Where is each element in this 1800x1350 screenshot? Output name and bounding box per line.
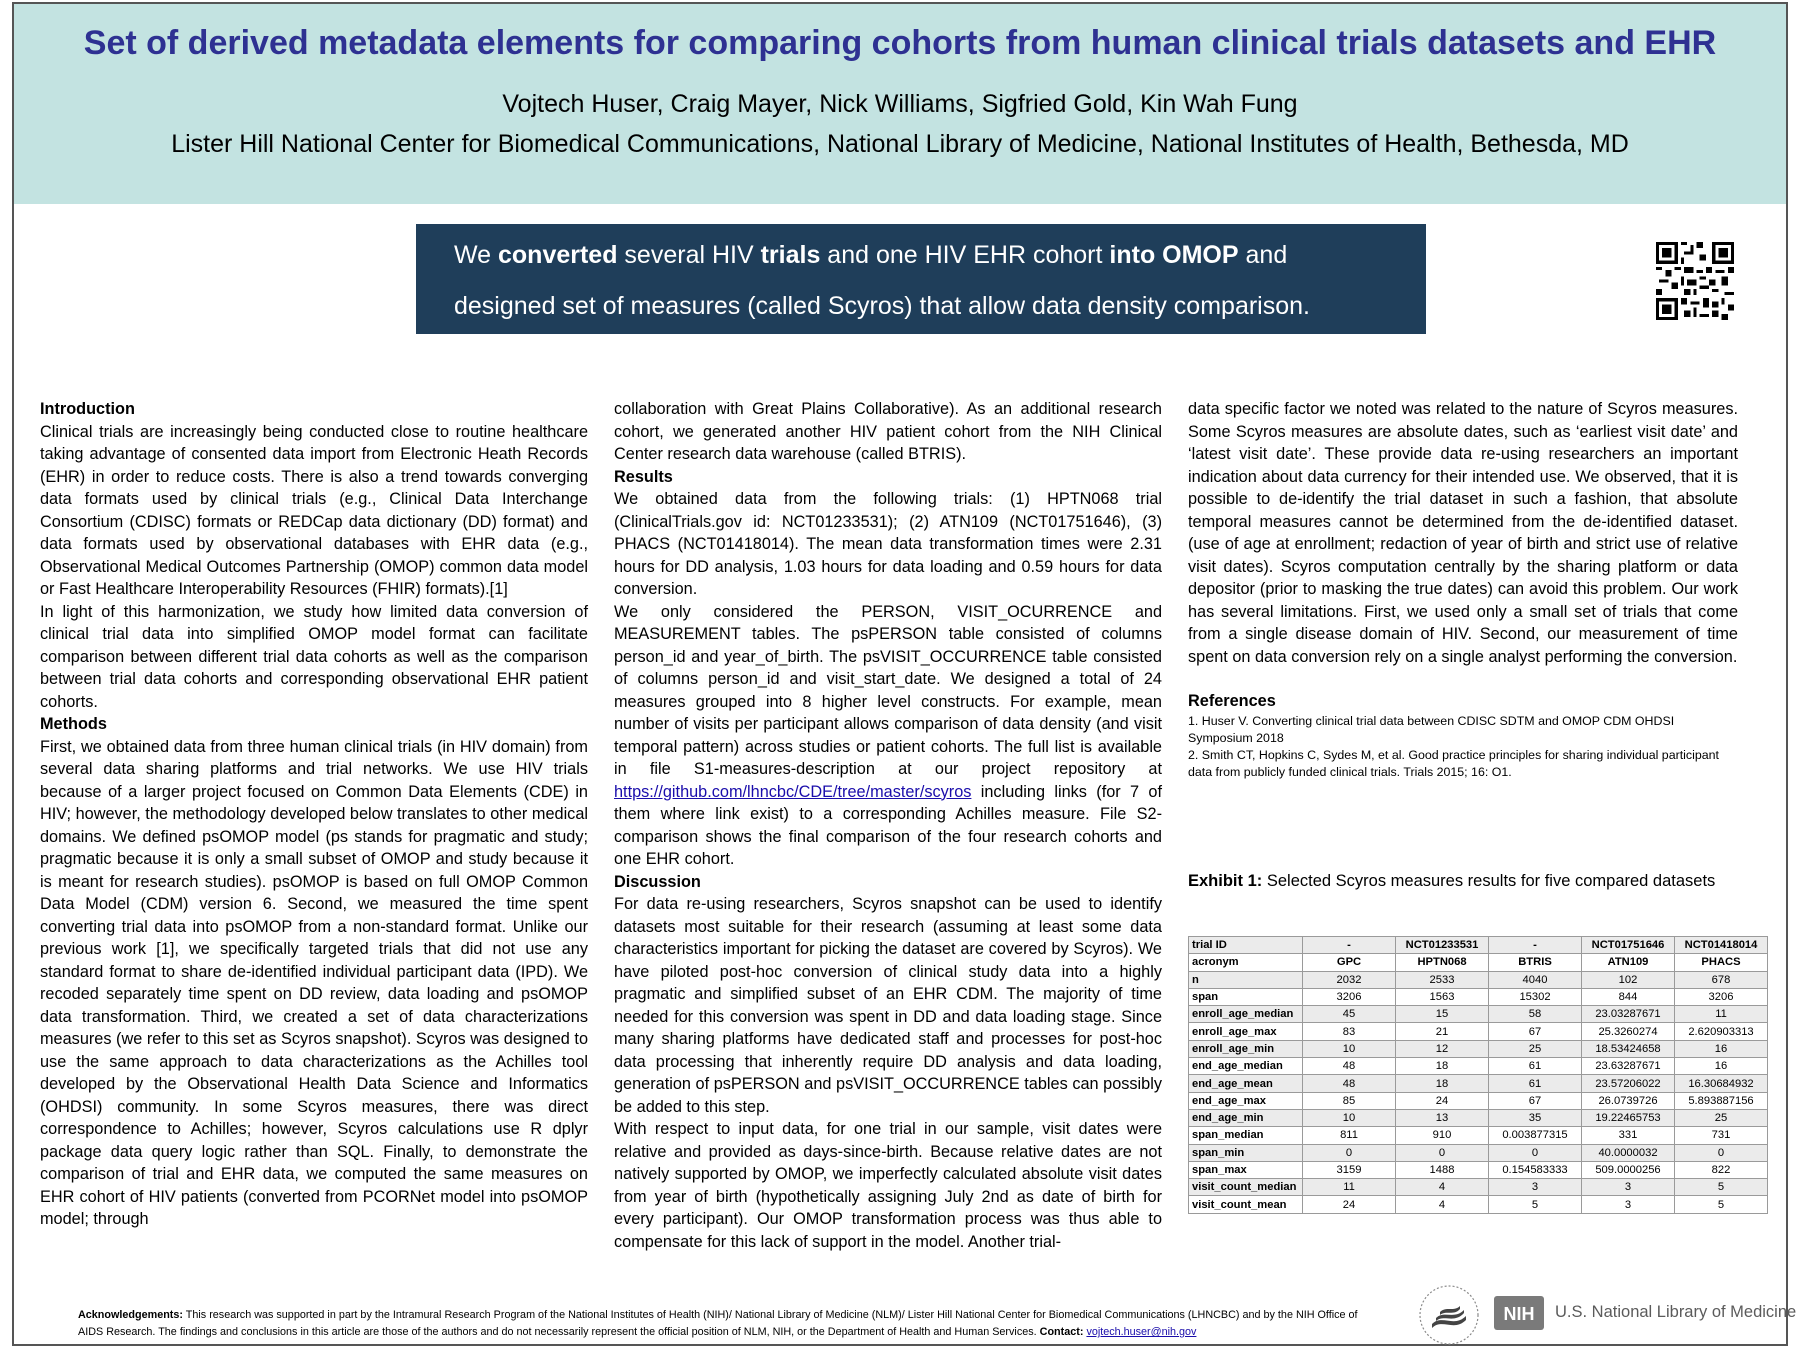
- row-label-cell: n: [1189, 971, 1303, 988]
- table-cell: 2032: [1303, 971, 1396, 988]
- table-cell: 15302: [1489, 988, 1582, 1005]
- reference-item: 2. Smith CT, Hopkins C, Sydes M, et al. Good practice principles for sharing individual participant data from publicly funded clinical trials. Trials 2015; 16: O1.: [1188, 747, 1719, 779]
- author-list: Vojtech Huser, Craig Mayer, Nick Williams, Sigfried Gold, Kin Wah Fung: [502, 90, 1298, 118]
- exhibit-caption: [1188, 872, 1715, 891]
- row-label-cell: end_age_min: [1189, 1109, 1303, 1126]
- table-row: [1189, 1040, 1768, 1057]
- table-cell: 21: [1396, 1023, 1489, 1040]
- table-cell: 1563: [1396, 988, 1489, 1005]
- table-row: [1189, 1161, 1768, 1178]
- table-cell: 67: [1489, 1092, 1582, 1109]
- table-cell: 25: [1675, 1109, 1768, 1126]
- table-cell: 25.3260274: [1582, 1023, 1675, 1040]
- qr-code-icon[interactable]: [1656, 242, 1734, 320]
- exhibit-caption-text: Selected Scyros measures results for five compared datasets: [1262, 872, 1716, 890]
- table-cell: 61: [1489, 1075, 1582, 1092]
- section-heading-methods: Methods: [40, 715, 107, 733]
- table-cell: 11: [1303, 1179, 1396, 1196]
- table-cell: 0.154583333: [1489, 1161, 1582, 1178]
- summary-banner: [416, 224, 1426, 334]
- table-cell: 58: [1489, 1006, 1582, 1023]
- nlm-logo-text: U.S. National Library of Medicine: [1555, 1303, 1797, 1321]
- table-cell: 811: [1303, 1127, 1396, 1144]
- table-cell: 0: [1303, 1144, 1396, 1161]
- table-row: [1189, 1144, 1768, 1161]
- table-cell: 23.63287671: [1582, 1058, 1675, 1075]
- table-cell: 23.57206022: [1582, 1075, 1675, 1092]
- table-cell: ATN109: [1582, 954, 1675, 971]
- row-label-cell: span: [1189, 988, 1303, 1005]
- table-cell: GPC: [1303, 954, 1396, 971]
- table-cell: PHACS: [1675, 954, 1768, 971]
- table-cell: NCT01751646: [1582, 937, 1675, 954]
- table-row: [1189, 1058, 1768, 1075]
- paragraph: Clinical trials are increasingly being conducted close to routine healthcare taking advantage of consented data import from Electronic Heath Records (EHR) in order to reduce costs. There is also a trend towards converging data formats used by clinical trials (e.g., Clinical Data Interchange Consortium (CDISC) formats or REDCap data dictionary (DD) format) and data formats used by observational databases with EHR data (e.g., Observational Medical Outcomes Partnership (OMOP) common data model or Fast Healthcare Interoperability Resources (FHIR) formats).[1]: [40, 422, 588, 598]
- paragraph: We obtained data from the following trials: (1) HPTN068 trial (ClinicalTrials.gov id: NCT01233531); (2) ATN109 (NCT01751646), (3) PHACS (NCT01418014). The mean data transformation times were 2.31 hours for DD analysis, 1.03 hours for data loading and 0.59 hours for data conversion.: [614, 490, 1162, 598]
- table-cell: 18: [1396, 1075, 1489, 1092]
- table-cell: 16.30684932: [1675, 1075, 1768, 1092]
- banner-text: We: [454, 241, 498, 269]
- table-cell: 10: [1303, 1040, 1396, 1057]
- contact-email-link[interactable]: vojtech.huser@nih.gov: [1086, 1326, 1197, 1338]
- column-left: [40, 398, 588, 1231]
- table-cell: BTRIS: [1489, 954, 1582, 971]
- table-row: [1189, 1196, 1768, 1213]
- table-row: [1189, 937, 1768, 954]
- section-heading-references: References: [1188, 692, 1276, 710]
- repository-link[interactable]: https://github.com/lhncbc/CDE/tree/master/scyros: [614, 782, 972, 801]
- row-label-cell: visit_count_median: [1189, 1179, 1303, 1196]
- table-cell: 16: [1675, 1058, 1768, 1075]
- row-label-cell: span_min: [1189, 1144, 1303, 1161]
- row-label-cell: end_age_max: [1189, 1092, 1303, 1109]
- table-cell: 0: [1396, 1144, 1489, 1161]
- table-cell: -: [1303, 937, 1396, 954]
- table-cell: 0: [1675, 1144, 1768, 1161]
- section-heading-introduction: Introduction: [40, 400, 135, 418]
- banner-text: and designed set of measures (called Scyros) that allow data density comparison.: [454, 241, 1310, 320]
- poster-title: Set of derived metadata elements for comparing cohorts from human clinical trials datasets and EHR: [83, 24, 1717, 62]
- hhs-seal-icon: [1418, 1284, 1480, 1346]
- acknowledgements: [78, 1307, 1378, 1341]
- acknowledgements-text: This research was supported in part by the Intramural Research Program of the National Institutes of Health (NIH)/ National Library of Medicine (NLM)/ Lister Hill National Center for Biomedical Communications (LHNCBC) and by the NIH Office of AIDS Research. The findings and conclusions in this article are those of the authors and do not necessarily represent the official position of NLM, NIH, or the Department of Health and Human Services.: [78, 1309, 1358, 1338]
- table-cell: NCT01418014: [1675, 937, 1768, 954]
- table-row: [1189, 954, 1768, 971]
- table-cell: 5.893887156: [1675, 1092, 1768, 1109]
- row-label-cell: visit_count_mean: [1189, 1196, 1303, 1213]
- banner-bold: into OMOP: [1109, 241, 1239, 269]
- table-cell: 48: [1303, 1075, 1396, 1092]
- section-heading-discussion: Discussion: [614, 872, 701, 891]
- poster-header: [14, 4, 1786, 204]
- table-cell: 5: [1675, 1179, 1768, 1196]
- scyros-results-table: [1188, 936, 1768, 1214]
- table-cell: 102: [1582, 971, 1675, 988]
- table-cell: 23.03287671: [1582, 1006, 1675, 1023]
- table-cell: 678: [1675, 971, 1768, 988]
- table-cell: 18: [1396, 1058, 1489, 1075]
- table-cell: 48: [1303, 1058, 1396, 1075]
- table-cell: 2.620903313: [1675, 1023, 1768, 1040]
- table-cell: 3206: [1303, 988, 1396, 1005]
- table-cell: 4: [1396, 1179, 1489, 1196]
- row-label-cell: acronym: [1189, 954, 1303, 971]
- table-cell: 24: [1396, 1092, 1489, 1109]
- table-cell: 12: [1396, 1040, 1489, 1057]
- table-cell: 5: [1675, 1196, 1768, 1213]
- affiliation: Lister Hill National Center for Biomedical Communications, National Library of Medicine, National Institutes of Health, Bethesda, MD: [171, 130, 1629, 158]
- table-cell: 19.22465753: [1582, 1109, 1675, 1126]
- table-cell: 4: [1396, 1196, 1489, 1213]
- table-cell: 3159: [1303, 1161, 1396, 1178]
- paragraph: First, we obtained data from three human clinical trials (in HIV domain) from several data sharing platforms and trial networks. We use HIV trials because of a larger project focused on Common Data Elements (CDE) in HIV; however, the methodology developed below translates to other medical domains. We defined psOMOP model (ps stands for pragmatic and study; pragmatic because it is only a small subset of OMOP and study because it is meant for research studies). psOMOP is based on full OMOP Common Data Model (CDM) version 6. Second, we measured the time spent converting trial data into psOMOP from a non-standard format. Unlike our previous work [1], we specifically targeted trials that did not use any standard format to share de-identified individual participant data (IPD). We recoded separately time spent on DD review, data loading and psOMOP data transformation. Third, we created a set of data characterizations measures (we refer to this set as Scyros snapshot). Scyros was designed to use the same approach to data characterizations as the Achilles tool developed by the Observational Health Data Science and Informatics (OHDSI) community. In some Scyros measures, there was direct correspondence to Achilles; however, Scyros calculations use R dplyr package data query logic rather than SQL. Finally, to demonstrate the comparison of trial and EHR data, we computed the same measures on EHR cohort of HIV patients (converted from PCORNet model into psOMOP model; through: [40, 737, 588, 1228]
- nih-logo-icon: [1494, 1296, 1544, 1330]
- table-cell: -: [1489, 937, 1582, 954]
- table-cell: 15: [1396, 1006, 1489, 1023]
- table-row: [1189, 1023, 1768, 1040]
- table-cell: 3: [1582, 1196, 1675, 1213]
- table-cell: 83: [1303, 1023, 1396, 1040]
- nih-logo-text: NIH: [1503, 1304, 1535, 1324]
- table-cell: 18.53424658: [1582, 1040, 1675, 1057]
- paragraph: data specific factor we noted was related to the nature of Scyros measures. Some Scyros measures are absolute dates, such as ‘earliest visit date’ and ‘latest visit date’. These provide data re-using researchers an important indication about data currency for their intended use. We observed, that it is possible to de-identify the trial dataset in such a fashion, that absolute temporal measures cannot be determined from the de-identified dataset. (use of age at enrollment; redaction of year of birth and strict use of relative visit dates). Scyros computation centrally by the sharing platform or data depositor (prior to masking the true dates) can avoid this problem. Our work has several limitations. First, we used only a small set of trials that come from a single disease domain of HIV. Second, our measurement of time spent on data conversion rely on a single analyst performing the conversion.: [1188, 400, 1738, 666]
- table-cell: 85: [1303, 1092, 1396, 1109]
- table-row: [1189, 1075, 1768, 1092]
- paragraph-text: We only considered the PERSON, VISIT_OCURRENCE and MEASUREMENT tables. The psPERSON table consisted of columns person_id and year_of_birth. The psVISIT_OCCURRENCE table consisted of columns person_id and visit_start_date. We designed a total of 24 measures grouped into 8 higher level constructs. For example, mean number of visits per participant allows comparison of data density (and visit temporal pattern) across studies or patient cohorts. The full list is available in file S1-measures-description at our project repository at: [614, 602, 1162, 778]
- banner-text: and one HIV EHR cohort: [820, 241, 1110, 269]
- table-cell: 4040: [1489, 971, 1582, 988]
- table-cell: 822: [1675, 1161, 1768, 1178]
- banner-bold: trials: [760, 241, 821, 269]
- table-row: [1189, 1006, 1768, 1023]
- paragraph: [614, 601, 1162, 871]
- table-row: [1189, 1092, 1768, 1109]
- banner-text: several HIV: [617, 241, 761, 269]
- row-label-cell: end_age_median: [1189, 1058, 1303, 1075]
- table-cell: 40.0000032: [1582, 1144, 1675, 1161]
- paragraph: With respect to input data, for one trial in our sample, visit dates were relative and provided as days-since-birth. Because relative dates are not natively supported by OMOP, we imperfectly calculated absolute visit dates from year of birth (hypothetically assigning July 2nd as date of birth for every participant). Our OMOP transformation process was thus able to compensate for this lack of support in the model. Another trial-: [614, 1120, 1162, 1251]
- table-cell: 331: [1582, 1127, 1675, 1144]
- table-cell: 844: [1582, 988, 1675, 1005]
- acknowledgements-label: Acknowledgements:: [78, 1309, 183, 1321]
- section-heading-results: Results: [614, 467, 673, 486]
- table-row: [1189, 988, 1768, 1005]
- contact-label: Contact:: [1039, 1326, 1084, 1338]
- table-cell: 5: [1489, 1196, 1582, 1213]
- table-cell: 35: [1489, 1109, 1582, 1126]
- row-label-cell: trial ID: [1189, 937, 1303, 954]
- table-cell: 509.0000256: [1582, 1161, 1675, 1178]
- paragraph: In light of this harmonization, we study how limited data conversion of clinical trial data into simplified OMOP model format can facilitate comparison between different trial data cohorts as well as the comparison between trial data cohorts and corresponding observational EHR patient cohorts.: [40, 602, 588, 711]
- table-row: [1189, 1127, 1768, 1144]
- table-cell: 731: [1675, 1127, 1768, 1144]
- row-label-cell: end_age_mean: [1189, 1075, 1303, 1092]
- row-label-cell: enroll_age_median: [1189, 1006, 1303, 1023]
- paragraph-text: including links (for 7 of them where link exist) to a corresponding Achilles measure. File S2-comparison shows the final comparison of the four research cohorts and one EHR cohort.: [614, 782, 1162, 868]
- table-cell: 3: [1489, 1179, 1582, 1196]
- table-row: [1189, 971, 1768, 988]
- row-label-cell: span_median: [1189, 1127, 1303, 1144]
- paragraph: For data re-using researchers, Scyros snapshot can be used to identify datasets most suitable for their research (assuming at least some data characteristics important for picking the dataset are covered by Scyros). We have piloted post-hoc conversion of clinical study data into a highly pragmatic and simplified subset of an EHR CDM. The majority of time needed for this conversion was spent in DD and data loading stage. Since many sharing platforms have dedicated staff and processes for post-hoc data processing that inherently require DD analysis and data loading, generation of psPERSON and psVISIT_OCCURRENCE tables can possibly be added to this step.: [614, 895, 1162, 1116]
- banner-bold: converted: [498, 241, 618, 269]
- table-row: [1189, 1179, 1768, 1196]
- table-cell: 45: [1303, 1006, 1396, 1023]
- table-cell: 11: [1675, 1006, 1768, 1023]
- column-right: [1188, 398, 1738, 781]
- table-cell: 3: [1582, 1179, 1675, 1196]
- table-cell: 3206: [1675, 988, 1768, 1005]
- table-row: [1189, 1109, 1768, 1126]
- table-cell: 25: [1489, 1040, 1582, 1057]
- table-cell: 1488: [1396, 1161, 1489, 1178]
- table-cell: 26.0739726: [1582, 1092, 1675, 1109]
- row-label-cell: enroll_age_min: [1189, 1040, 1303, 1057]
- exhibit-label: Exhibit 1:: [1188, 872, 1263, 890]
- table-cell: 24: [1303, 1196, 1396, 1213]
- table-cell: HPTN068: [1396, 954, 1489, 971]
- table-cell: 16: [1675, 1040, 1768, 1057]
- table-cell: 2533: [1396, 971, 1489, 988]
- table-cell: 0.003877315: [1489, 1127, 1582, 1144]
- table-cell: 61: [1489, 1058, 1582, 1075]
- table-cell: 910: [1396, 1127, 1489, 1144]
- table-cell: 0: [1489, 1144, 1582, 1161]
- row-label-cell: enroll_age_max: [1189, 1023, 1303, 1040]
- table-cell: 67: [1489, 1023, 1582, 1040]
- reference-item: 1. Huser V. Converting clinical trial data between CDISC SDTM and OMOP CDM OHDSI Symposium 2018: [1188, 713, 1675, 745]
- table-cell: NCT01233531: [1396, 937, 1489, 954]
- column-middle: [614, 398, 1162, 1253]
- table-cell: 10: [1303, 1109, 1396, 1126]
- row-label-cell: span_max: [1189, 1161, 1303, 1178]
- paragraph: collaboration with Great Plains Collaborative). As an additional research cohort, we generated another HIV patient cohort from the NIH Clinical Center research data warehouse (called BTRIS).: [614, 400, 1162, 463]
- table-cell: 13: [1396, 1109, 1489, 1126]
